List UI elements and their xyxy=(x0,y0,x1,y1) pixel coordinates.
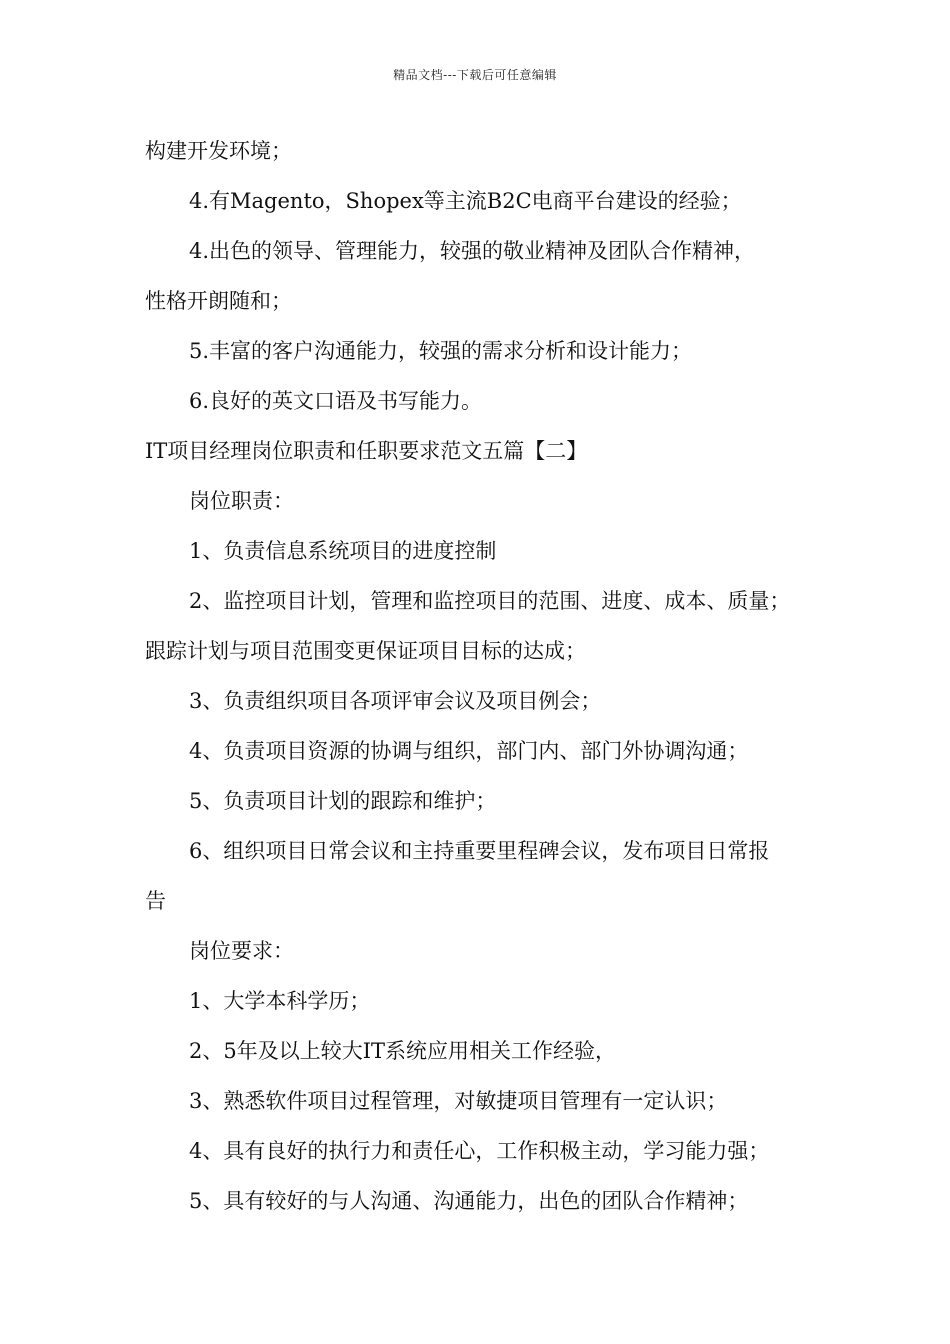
list-item-continuation: 告 xyxy=(145,889,166,913)
list-item: 4、负责项目资源的协调与组织，部门内、部门外协调沟通； xyxy=(189,739,749,763)
page-header: 精品文档---下载后可任意编辑 xyxy=(393,68,557,82)
paragraph-line: 6.良好的英文口语及书写能力。 xyxy=(189,389,483,413)
document-body xyxy=(145,126,815,1226)
list-item: 1、负责信息系统项目的进度控制 xyxy=(189,539,497,563)
paragraph-line: 5.丰富的客户沟通能力，较强的需求分析和设计能力； xyxy=(189,339,693,363)
list-item: 5、具有较好的与人沟通、沟通能力，出色的团队合作精神； xyxy=(189,1189,749,1213)
list-item: 4、具有良好的执行力和责任心，工作积极主动，学习能力强； xyxy=(189,1139,770,1163)
section-subtitle: 岗位职责： xyxy=(189,489,294,513)
paragraph-line: 4.有Magento，Shopex等主流B2C电商平台建设的经验； xyxy=(189,189,742,213)
list-item: 3、熟悉软件项目过程管理，对敏捷项目管理有一定认识； xyxy=(189,1089,728,1113)
paragraph-line: 性格开朗随和； xyxy=(145,289,292,313)
list-item-continuation: 跟踪计划与项目范围变更保证项目目标的达成； xyxy=(145,639,586,663)
list-item: 1、大学本科学历； xyxy=(189,989,371,1013)
list-item: 2、5年及以上较大IT系统应用相关工作经验， xyxy=(189,1039,617,1063)
section-subtitle: 岗位要求： xyxy=(189,939,294,963)
paragraph-line: 4.出色的领导、管理能力，较强的敬业精神及团队合作精神， xyxy=(189,239,756,263)
paragraph-line: 构建开发环境； xyxy=(145,139,292,163)
list-item: 2、监控项目计划，管理和监控项目的范围、进度、成本、质量； xyxy=(189,589,791,613)
section-title: IT项目经理岗位职责和任职要求范文五篇【二】 xyxy=(145,439,588,463)
list-item: 5、负责项目计划的跟踪和维护； xyxy=(189,789,497,813)
list-item: 6、组织项目日常会议和主持重要里程碑会议，发布项目日常报 xyxy=(189,839,770,863)
list-item: 3、负责组织项目各项评审会议及项目例会； xyxy=(189,689,602,713)
